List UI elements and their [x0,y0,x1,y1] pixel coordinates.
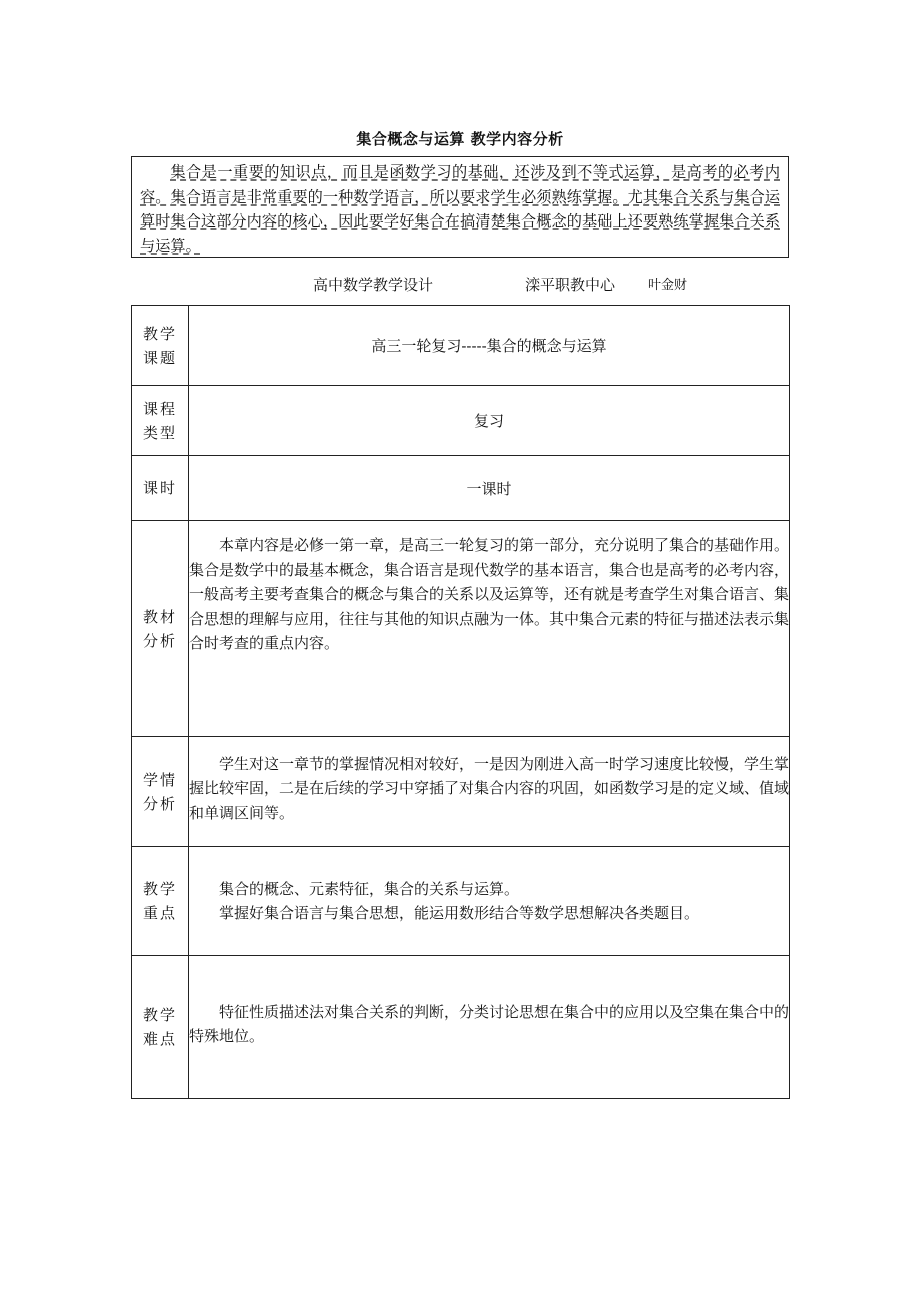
intro-box [131,156,789,258]
key-points-label [132,847,189,956]
difficulty-label-line-2: 难点 [142,1030,177,1048]
key-label-line-1: 教学 [142,880,177,898]
key-point-1: 集合的概念、元素特征，集合的关系与运算。 [219,880,520,898]
learner-analysis-text: 学生对这一章节的掌握情况相对较好，一是因为刚进入高一时学习速度比较慢，学生掌握比较牢固，二是在后续的学习中穿插了对集合内容的巩固，如函数学习是的定义域、值域和单调区间等。 [189,754,790,822]
row-difficulties [132,956,790,1099]
key-label-line-2: 重点 [142,904,177,922]
class-hours-value: 一课时 [189,456,790,521]
course-type-label-line-1: 课程 [142,399,177,418]
material-analysis-label [132,521,189,737]
key-points-cell [189,847,790,956]
row-topic [132,306,790,386]
difficulties-text: 特征性质描述法对集合关系的判断，分类讨论思想在集合中的应用以及空集在集合中的特殊地位。 [189,1002,790,1045]
row-class-hours [132,456,790,521]
topic-label-line-2: 课题 [142,348,177,367]
course-type-label [132,386,189,456]
row-course-type [132,386,790,456]
row-material-analysis [132,521,790,737]
material-analysis-cell [189,521,790,737]
document-subheader [0,272,920,296]
course-type-value: 复习 [189,386,790,456]
learner-label-line-1: 学情 [142,770,177,789]
difficulties-label [132,956,189,1099]
school-name: 滦平职教中心 [525,276,616,294]
material-label-line-1: 教材 [142,607,177,626]
key-point-2: 掌握好集合语言与集合思想，能运用数形结合等数学思想解决各类题目。 [219,904,700,922]
material-label-line-2: 分析 [142,631,177,650]
material-analysis-text: 本章内容是必修一第一章，是高三一轮复习的第一部分，充分说明了集合的基础作用。集合是数学中的最基本概念，集合语言是现代数学的基本语言，集合也是高考的必考内容，一般高考主要考查集合的概念与集合的关系以及运算等，还有就是考查学生对集合语言、集合思想的理解与应用，往往与其他的知识点融为一体。其中集合元素的特征与描述法表示集合时考查的重点内容。 [189,536,790,653]
learner-analysis-cell [189,737,790,847]
difficulty-label-line-1: 教学 [142,1006,177,1024]
class-hours-label: 课时 [132,456,189,521]
topic-label-line-1: 教学 [142,324,177,343]
difficulties-cell [189,956,790,1099]
lesson-plan-table [131,305,790,1099]
intro-paragraph: 集合是一重要的知识点，而且是函数学习的基础，还涉及到不等式运算，是高考的必考内容。集合语言是非常重要的一种数学语言，所以要求学生必须熟练掌握。尤其集合关系与集合运算时集合这部分内容的核心，因此要学好集合在搞清楚集合概念的基础上还要熟练掌握集合关系与运算。 [140,163,780,255]
learner-label-line-2: 分析 [142,794,177,813]
document-title: 集合概念与运算 教学内容分析 [356,130,564,148]
author-name: 叶金财 [648,278,688,293]
learner-analysis-label [132,737,189,847]
design-title: 高中数学教学设计 [313,276,434,294]
row-key-points [132,847,790,956]
topic-label [132,306,189,386]
topic-value: 高三一轮复习-----集合的概念与运算 [189,306,790,386]
course-type-label-line-2: 类型 [142,423,177,442]
row-learner-analysis [132,737,790,847]
